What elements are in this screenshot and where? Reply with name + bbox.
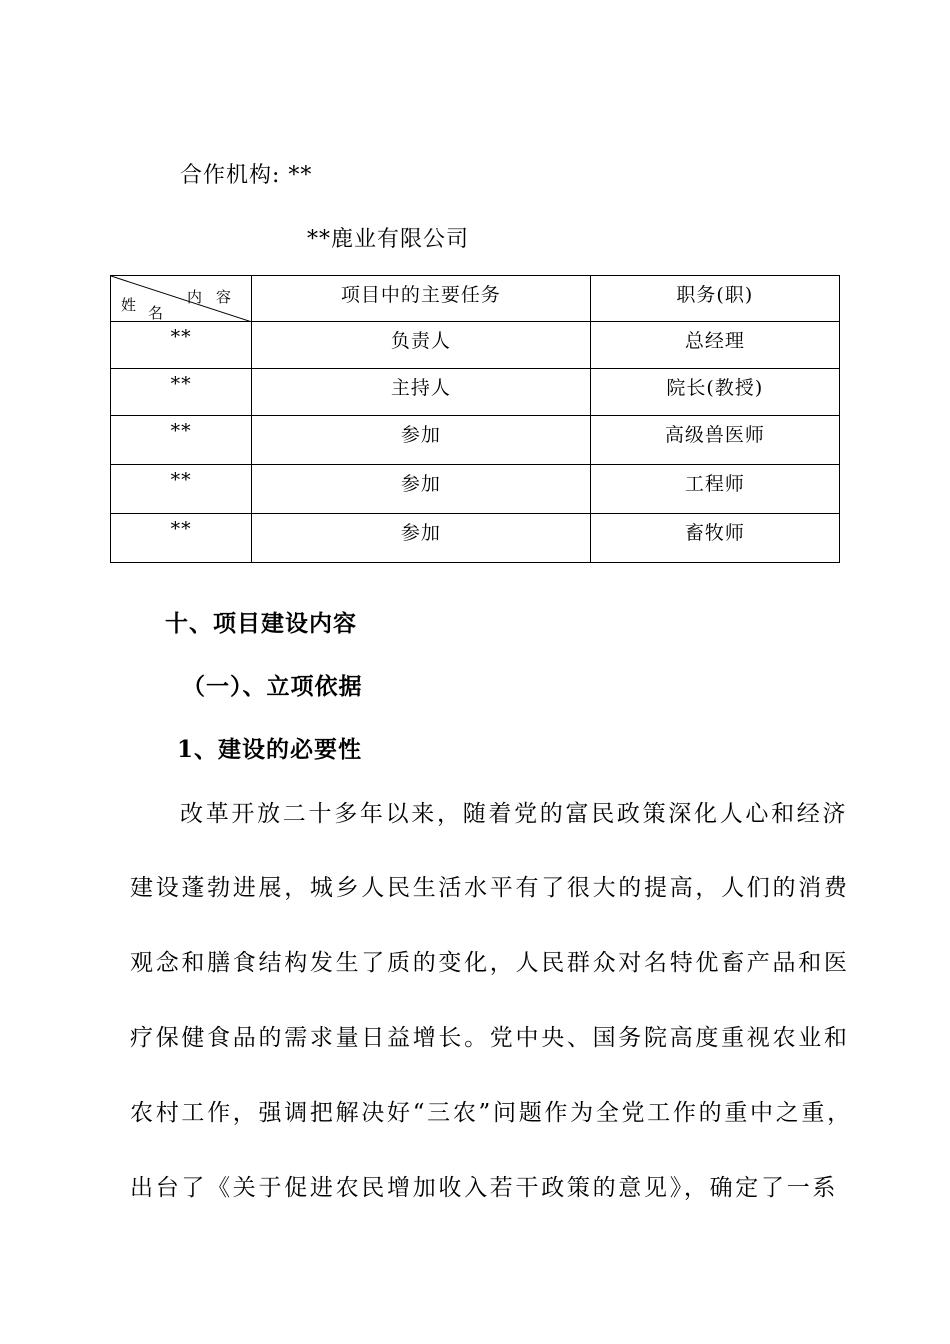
table-row <box>111 514 840 563</box>
table-header-row <box>111 276 840 322</box>
cell-position: 畜牧师 <box>590 514 839 563</box>
section-subsubheading: 1、建设的必要性 <box>177 736 363 763</box>
table-row <box>111 369 840 416</box>
header-position: 职务(职) <box>590 276 839 322</box>
section-heading: 十、项目建设内容 <box>165 610 357 637</box>
cell-position: 总经理 <box>590 322 839 369</box>
paragraph-line: 出台了《关于促进农民增加收入若干政策的意见》，确定了一系 <box>130 1175 839 1201</box>
paragraph-line: 农村工作，强调把解决好“三农”问题作为全党工作的重中之重， <box>130 1100 853 1126</box>
cell-name: ** <box>111 369 252 416</box>
diag-header-content: 内容 <box>187 288 246 306</box>
table-row <box>111 465 840 514</box>
company-name: **鹿业有限公司 <box>307 227 470 252</box>
cell-position: 院长(教授) <box>590 369 839 416</box>
cell-name: ** <box>111 465 252 514</box>
header-task: 项目中的主要任务 <box>252 276 590 322</box>
table-row <box>111 416 840 465</box>
cell-task: 参加 <box>252 465 590 514</box>
diag-header-name-2: 名 <box>148 304 165 322</box>
diag-header-name-1: 姓 <box>121 296 138 314</box>
members-table <box>110 275 840 563</box>
cell-name: ** <box>111 322 252 369</box>
cell-task: 负责人 <box>252 322 590 369</box>
cell-name: ** <box>111 514 252 563</box>
paragraph-line: 疗保健食品的需求量日益增长。党中央、国务院高度重视农业和 <box>130 1025 850 1051</box>
paragraph-line: 观念和膳食结构发生了质的变化，人民群众对名特优畜产品和医 <box>130 950 850 976</box>
paragraph-line: 改革开放二十多年以来，随着党的富民政策深化人心和经济 <box>180 801 849 827</box>
cell-name: ** <box>111 416 252 465</box>
paragraph-line: 建设蓬勃进展，城乡人民生活水平有了很大的提高，人们的消费 <box>130 875 850 901</box>
cooperation-label: 合作机构: ** <box>180 163 313 188</box>
cell-task: 参加 <box>252 514 590 563</box>
diagonal-header-cell <box>111 276 252 322</box>
cell-task: 参加 <box>252 416 590 465</box>
cell-position: 工程师 <box>590 465 839 514</box>
cell-position: 高级兽医师 <box>590 416 839 465</box>
cell-task: 主持人 <box>252 369 590 416</box>
section-subheading: （一）、立项依据 <box>182 673 363 700</box>
table-row <box>111 322 840 369</box>
